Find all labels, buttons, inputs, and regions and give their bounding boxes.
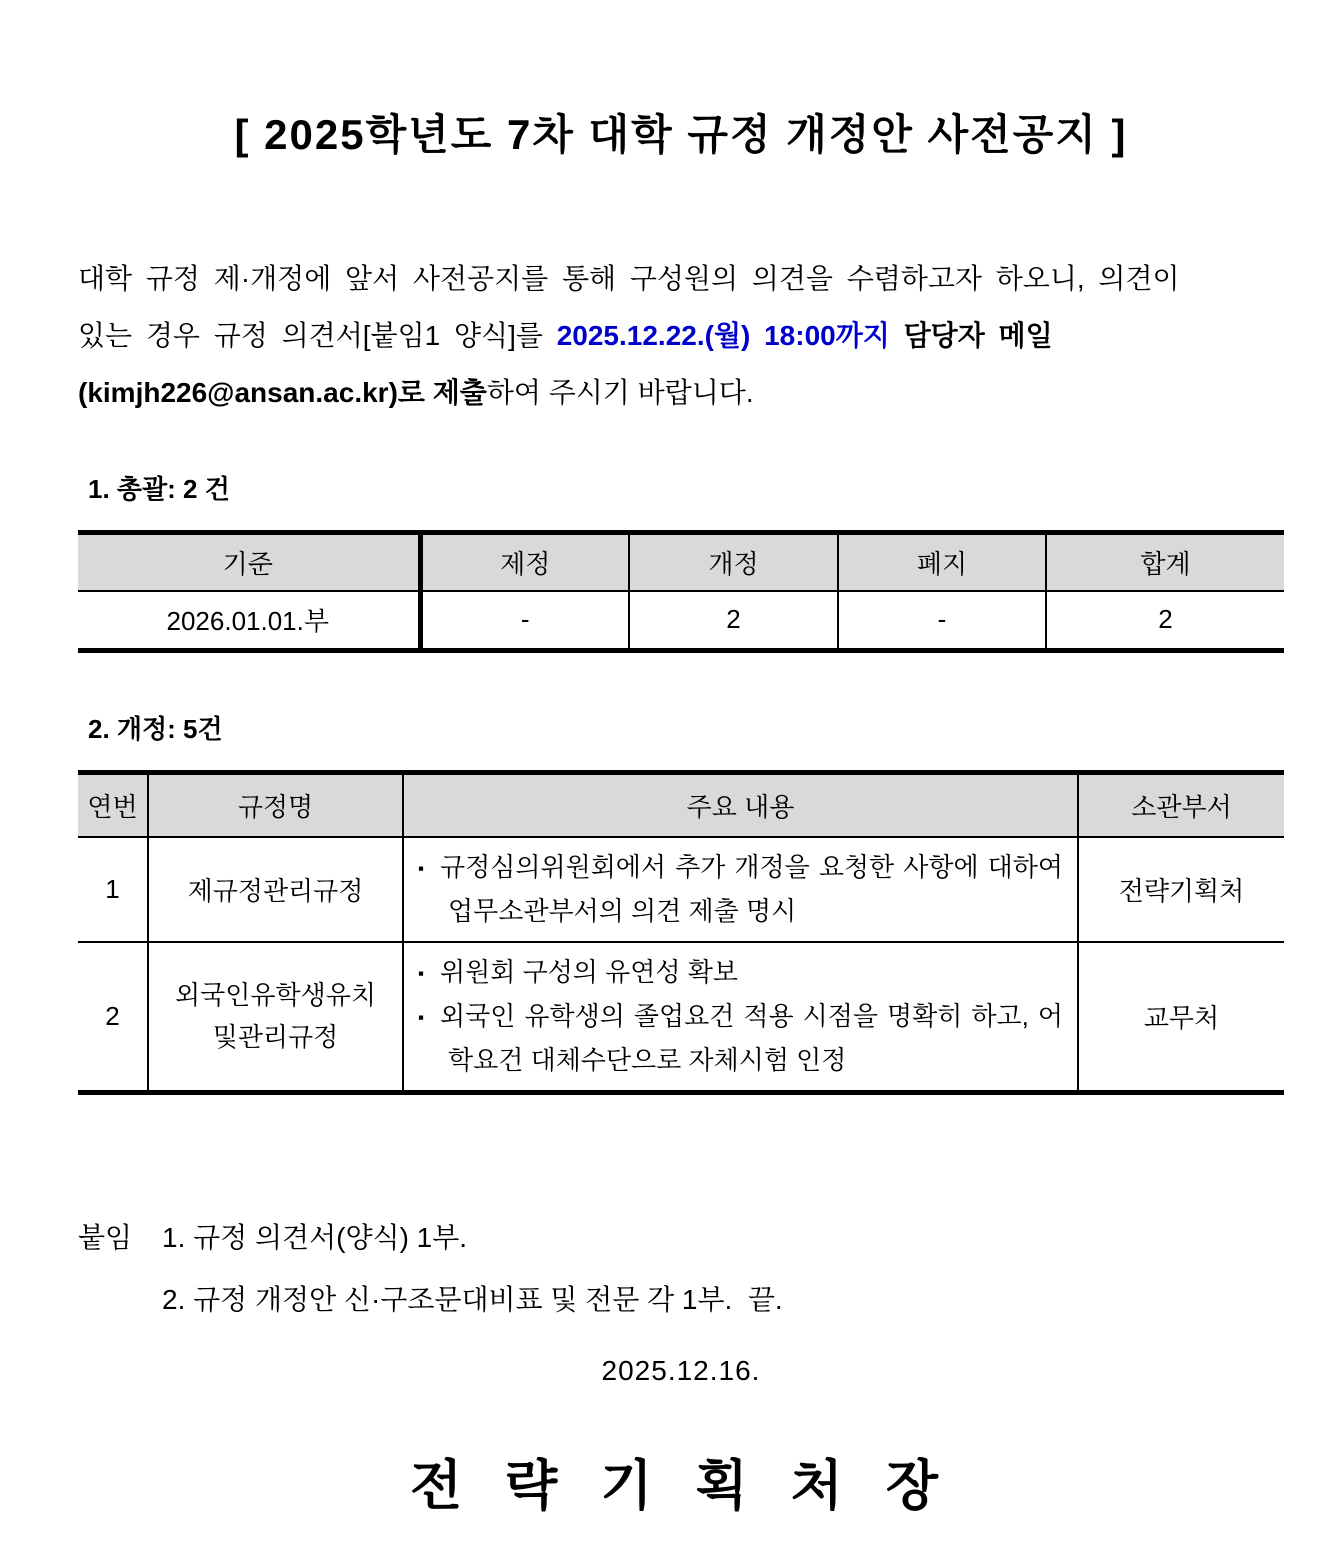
content-bullet-item (418, 846, 1063, 933)
main-content-cell (403, 942, 1078, 1093)
revisions-header-name: 규정명 (148, 773, 403, 837)
bullet-marker: ▪ (418, 858, 425, 878)
revisions-table (78, 770, 1284, 1095)
revisions-header-row (78, 773, 1284, 837)
email-text: (kimjh226@ansan.ac.kr)로 제출 (78, 377, 487, 408)
attachments-label-spacer (78, 1269, 162, 1331)
bullet-text: 위원회 구성의 유연성 확보 (440, 956, 738, 987)
bullet-text: 외국인 유학생의 졸업요건 적용 시점을 명확히 하고, 어학요건 대체수단으로 자체시험 인정 (440, 1000, 1063, 1075)
attachments-block (78, 1207, 1284, 1331)
attachment-item: 2. 규정 개정안 신·구조문대비표 및 전문 각 1부. 끝. (162, 1283, 783, 1315)
department: 교무처 (1078, 942, 1284, 1093)
regulation-name-line: 및관리규정 (212, 1022, 339, 1052)
summary-header-row (78, 533, 1284, 591)
intro-line-1: 대학 규정 제·개정에 앞서 사전공지를 통해 구성원의 의견을 수렴하고자 하오니, 의견이 (78, 263, 1180, 294)
summary-cell-total: 2 (1046, 591, 1284, 651)
summary-cell-abolished: - (838, 591, 1046, 651)
signature: 전 략 기 획 처 장 (410, 1455, 952, 1516)
regulation-name: 제규정관리규정 (148, 837, 403, 942)
intro-paragraph (78, 250, 1284, 421)
regulation-name (148, 942, 403, 1093)
revision-row (78, 942, 1284, 1093)
attachment-item: 1. 규정 의견서(양식) 1부. (162, 1221, 468, 1253)
summary-cell-enacted: - (420, 591, 629, 651)
section1-heading: 1. 총괄: 2 건 (88, 474, 230, 504)
intro-line-3 (78, 364, 1284, 421)
revisions-header-no: 연번 (78, 773, 148, 837)
intro-line3-rest: 하여 주시기 바랍니다. (486, 377, 754, 408)
intro-line2-text: 있는 경우 규정 의견서[붙임1 양식]를 (78, 320, 543, 351)
revision-row (78, 837, 1284, 942)
revision-no: 2 (78, 942, 148, 1093)
doc-date: 2025.12.16. (601, 1354, 761, 1386)
bullet-marker: ▪ (418, 963, 425, 983)
doc-title: [ 2025학년도 7차 대학 규정 개정안 사전공지 ] (234, 111, 1128, 158)
content-bullet-item (418, 995, 1063, 1082)
summary-header-abolished: 폐지 (838, 533, 1046, 591)
attachment-line (78, 1269, 1284, 1331)
attachment-line (78, 1207, 1284, 1269)
summary-cell-standard: 2026.01.01.부 (166, 606, 329, 637)
bullet-text: 규정심의위원회에서 추가 개정을 요청한 사항에 대하여 업무소관부서의 의견 제출 명시 (440, 851, 1063, 926)
summary-data-row (78, 591, 1284, 651)
revisions-header-content: 주요 내용 (403, 773, 1078, 837)
summary-table (78, 530, 1284, 653)
intro-line-2 (78, 307, 1284, 364)
attachments-label: 붙임 (78, 1221, 133, 1253)
regulation-name-line: 외국인유학생유치 (175, 980, 376, 1010)
deadline-text: 2025.12.22.(월) 18:00까지 (556, 320, 890, 351)
summary-header-total: 합계 (1046, 533, 1284, 591)
summary-cell-revised: 2 (629, 591, 838, 651)
summary-header-enacted: 제정 (420, 533, 629, 591)
content-bullet-item (418, 951, 1063, 995)
summary-header-revised: 개정 (629, 533, 838, 591)
bullet-marker: ▪ (418, 1007, 425, 1027)
main-content-cell (403, 837, 1078, 942)
contact-label: 담당자 메일 (903, 320, 1053, 351)
revision-no: 1 (78, 837, 148, 942)
revisions-header-dept: 소관부서 (1078, 773, 1284, 837)
department: 전략기획처 (1078, 837, 1284, 942)
summary-header-standard: 기준 (78, 533, 420, 591)
section2-heading: 2. 개정: 5건 (88, 714, 223, 744)
